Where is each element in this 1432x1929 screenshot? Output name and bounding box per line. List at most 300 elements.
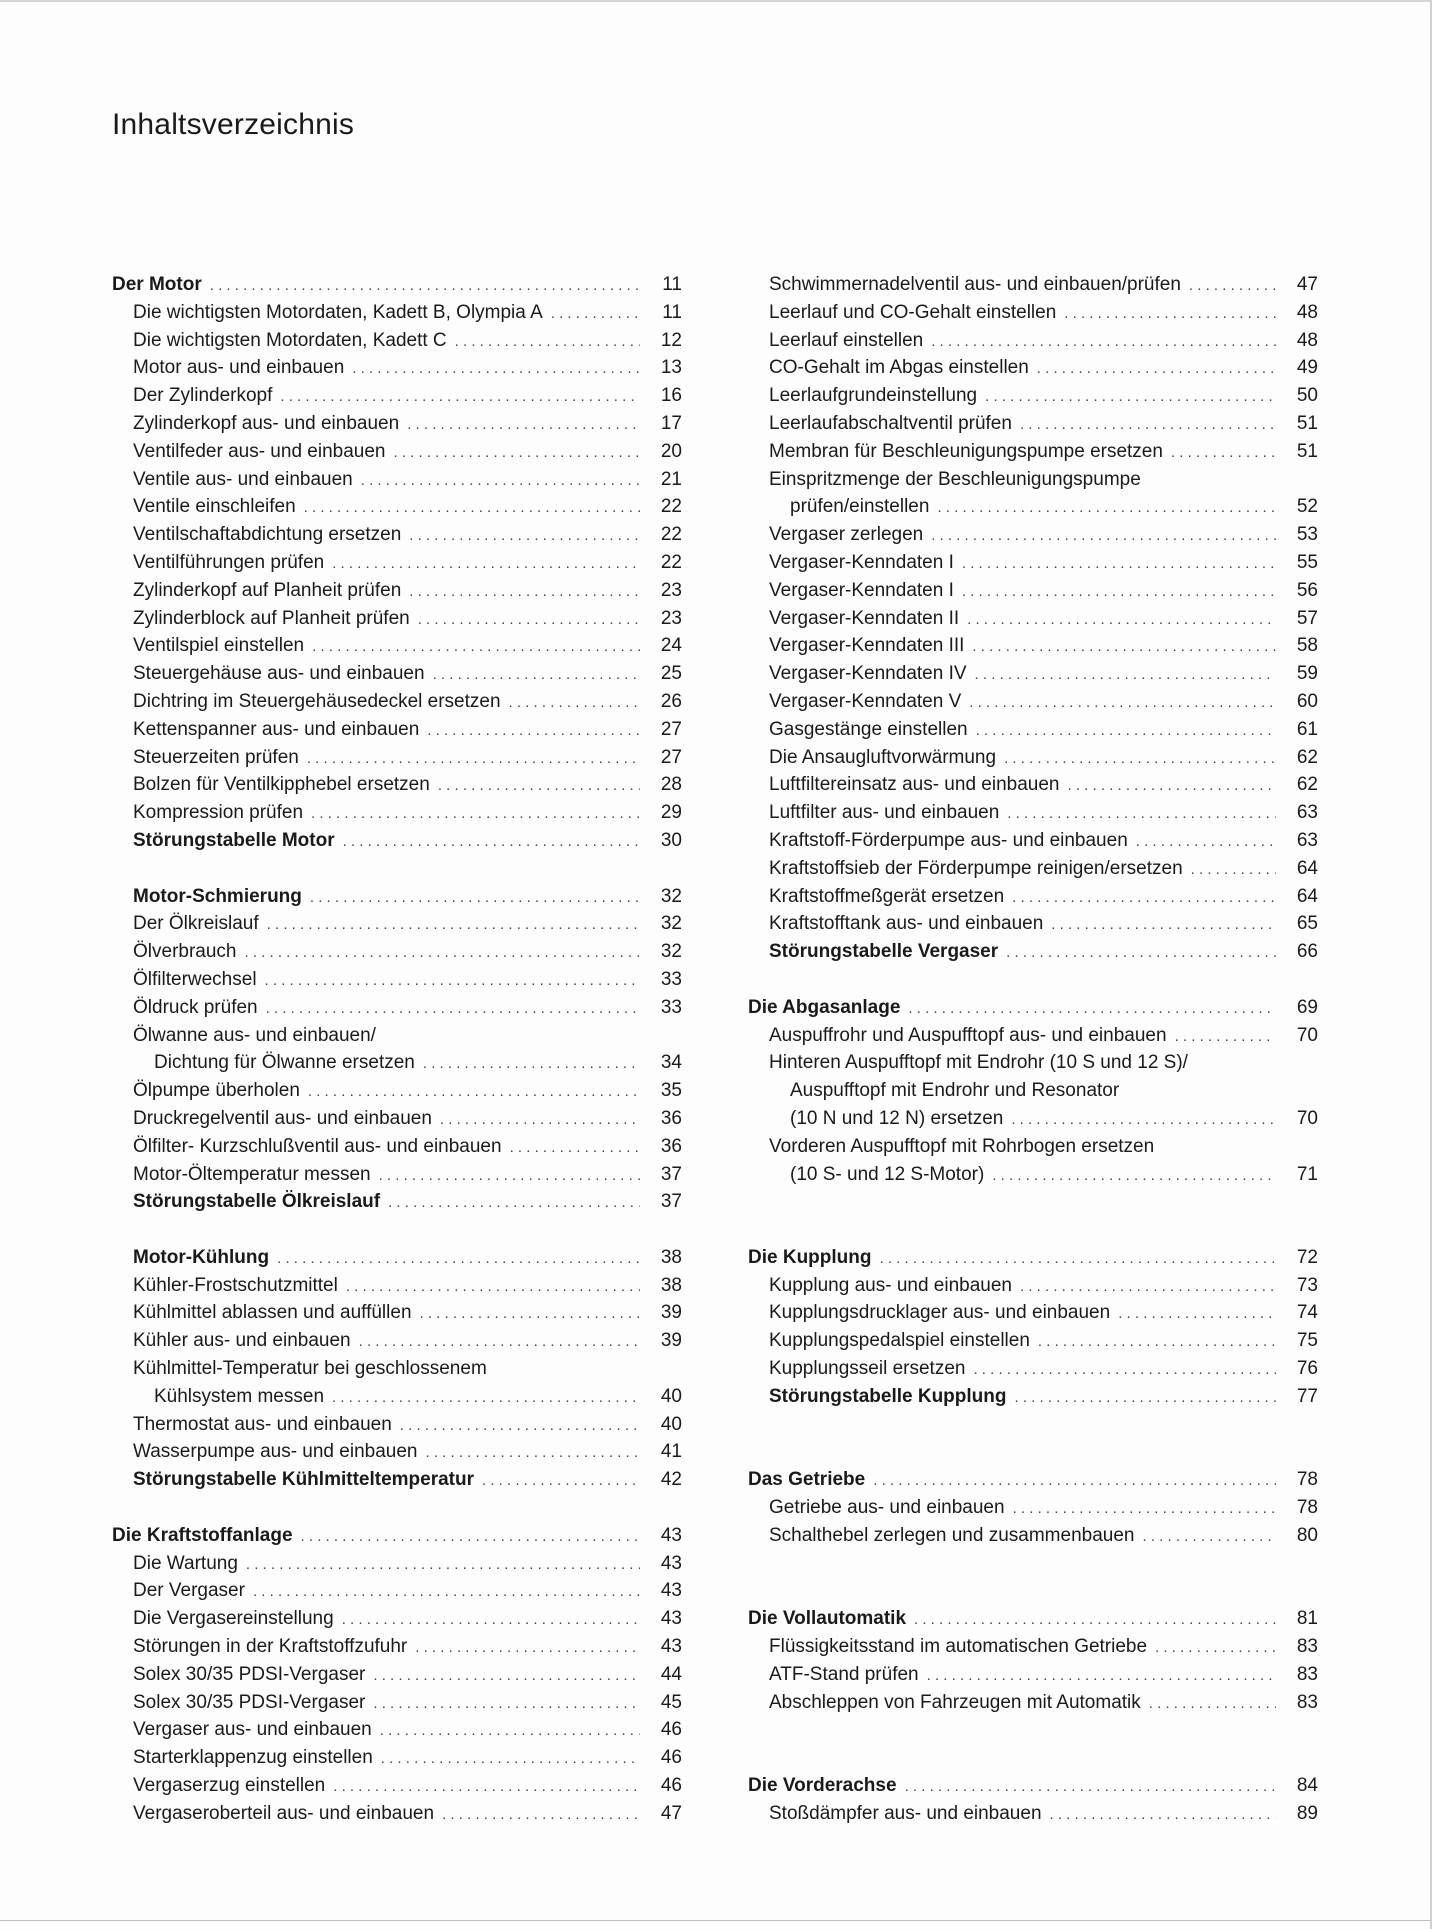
toc-entry-title: Motor-Kühlung bbox=[133, 1246, 270, 1268]
toc-entry-title: Zylinderkopf auf Planheit prüfen bbox=[133, 579, 402, 601]
dot-leader bbox=[266, 995, 640, 1023]
toc-entry-title: Störungen in der Kraftstoffzufuhr bbox=[133, 1636, 408, 1658]
toc-page-number: 64 bbox=[1296, 885, 1318, 907]
toc-page-number: 69 bbox=[1296, 996, 1318, 1018]
toc-entry bbox=[112, 1577, 682, 1605]
dot-leader bbox=[969, 689, 1276, 717]
toc-page-number: 22 bbox=[660, 551, 682, 573]
section-spacer bbox=[748, 966, 1318, 994]
toc-page-number: 37 bbox=[660, 1191, 682, 1213]
toc-page-number: 46 bbox=[660, 1747, 682, 1769]
toc-entry-title: Ölpumpe überholen bbox=[133, 1080, 300, 1102]
toc-entry bbox=[112, 1716, 682, 1744]
toc-page-number: 53 bbox=[1296, 524, 1318, 546]
toc-entry-title: Ölfilterwechsel bbox=[133, 968, 257, 990]
toc-entry-title: Kühlmittel-Temperatur bei geschlossenem bbox=[133, 1358, 487, 1380]
dot-leader bbox=[1006, 939, 1276, 967]
dot-leader bbox=[379, 1162, 640, 1190]
toc-entry-title: Kühler aus- und einbauen bbox=[133, 1330, 351, 1352]
toc-entry-title: Wasserpumpe aus- und einbauen bbox=[133, 1441, 418, 1463]
toc-page-number: 43 bbox=[660, 1580, 682, 1602]
toc-entry-title: Störungstabelle Kupplung bbox=[769, 1385, 1007, 1407]
toc-entry bbox=[112, 466, 682, 494]
toc-entry-title: Auspufftopf mit Endrohr und Resonator bbox=[790, 1080, 1120, 1102]
toc-entry bbox=[112, 1550, 682, 1578]
toc-entry bbox=[748, 382, 1318, 410]
toc-right-column bbox=[748, 271, 1318, 1828]
dot-leader bbox=[1136, 828, 1276, 856]
toc-page-number: 22 bbox=[660, 524, 682, 546]
toc-page-number: 77 bbox=[1296, 1385, 1318, 1407]
toc-page-number: 83 bbox=[1296, 1691, 1318, 1713]
toc-entry bbox=[112, 688, 682, 716]
dot-leader bbox=[1007, 800, 1276, 828]
toc-entry bbox=[748, 799, 1318, 827]
toc-entry-title: Stoßdämpfer aus- und einbauen bbox=[769, 1802, 1042, 1824]
toc-entry bbox=[748, 1077, 1318, 1105]
section-spacer bbox=[748, 1411, 1318, 1439]
toc-entry bbox=[112, 1411, 682, 1439]
toc-page-number: 63 bbox=[1296, 829, 1318, 851]
toc-page-number: 57 bbox=[1296, 607, 1318, 629]
dot-leader bbox=[400, 1412, 640, 1440]
dot-leader bbox=[332, 1384, 640, 1412]
toc-entry-title: Kühler-Frostschutzmittel bbox=[133, 1274, 338, 1296]
section-spacer bbox=[112, 855, 682, 883]
toc-entry bbox=[748, 1022, 1318, 1050]
toc-entry bbox=[112, 299, 682, 327]
toc-entry-title: Vergaser-Kenndaten II bbox=[769, 607, 960, 629]
toc-entry-title: Leerlauf einstellen bbox=[769, 329, 924, 351]
dot-leader bbox=[388, 1189, 640, 1217]
toc-entry bbox=[748, 660, 1318, 688]
toc-entry bbox=[748, 1661, 1318, 1689]
toc-page-number: 32 bbox=[660, 941, 682, 963]
toc-entry bbox=[112, 660, 682, 688]
dot-leader bbox=[301, 1523, 640, 1551]
toc-page-number: 11 bbox=[662, 301, 682, 323]
dot-leader bbox=[373, 1662, 640, 1690]
toc-entry-title: Vergaser-Kenndaten IV bbox=[769, 663, 967, 685]
toc-page-number: 89 bbox=[1296, 1802, 1318, 1824]
section-spacer bbox=[112, 1216, 682, 1244]
toc-page-number: 40 bbox=[660, 1413, 682, 1435]
toc-page-number: 24 bbox=[660, 635, 682, 657]
toc-page-number: 51 bbox=[1296, 440, 1318, 462]
dot-leader bbox=[992, 1162, 1276, 1190]
dot-leader bbox=[307, 745, 640, 773]
toc-section-heading bbox=[748, 994, 1318, 1022]
toc-page-number: 50 bbox=[1296, 385, 1318, 407]
toc-entry-title: Die wichtigsten Motordaten, Kadett C bbox=[133, 329, 447, 351]
toc-entry-title: Störungstabelle Ölkreislauf bbox=[133, 1191, 381, 1213]
dot-leader bbox=[1067, 772, 1276, 800]
toc-entry-title: Die Kupplung bbox=[748, 1246, 872, 1268]
section-spacer bbox=[748, 1744, 1318, 1772]
dot-leader bbox=[304, 494, 640, 522]
dot-leader bbox=[975, 661, 1276, 689]
toc-entry-title: Ventile aus- und einbauen bbox=[133, 468, 353, 490]
dot-leader bbox=[1064, 300, 1276, 328]
toc-entry-title: Der Zylinderkopf bbox=[133, 385, 273, 407]
toc-page-number: 80 bbox=[1296, 1524, 1318, 1546]
toc-entry bbox=[748, 1049, 1318, 1077]
toc-entry bbox=[112, 1133, 682, 1161]
section-spacer bbox=[112, 1494, 682, 1522]
dot-leader bbox=[879, 1245, 1276, 1273]
toc-entry-title: Vergaserzug einstellen bbox=[133, 1775, 326, 1797]
dot-leader bbox=[1004, 745, 1276, 773]
toc-entry-title: Störungstabelle Kühlmitteltemperatur bbox=[133, 1469, 474, 1491]
toc-entry-title: Membran für Beschleunigungspumpe ersetzen bbox=[769, 440, 1163, 462]
toc-section-heading bbox=[748, 1383, 1318, 1411]
toc-page-number: 43 bbox=[660, 1552, 682, 1574]
top-edge-line bbox=[0, 0, 1430, 2]
toc-page-number: 39 bbox=[660, 1330, 682, 1352]
dot-leader bbox=[427, 717, 640, 745]
toc-entry bbox=[748, 466, 1318, 494]
dot-leader bbox=[415, 1634, 640, 1662]
dot-leader bbox=[1191, 856, 1276, 884]
toc-page-number: 43 bbox=[660, 1636, 682, 1658]
section-spacer bbox=[748, 1438, 1318, 1466]
dot-leader bbox=[310, 884, 640, 912]
toc-entry-title: Zylinderblock auf Planheit prüfen bbox=[133, 607, 410, 629]
toc-entry bbox=[748, 910, 1318, 938]
toc-entry-title: Kupplungsseil ersetzen bbox=[769, 1358, 966, 1380]
toc-page-number: 17 bbox=[660, 412, 682, 434]
toc-section-heading bbox=[748, 1772, 1318, 1800]
toc-entry bbox=[112, 1355, 682, 1383]
toc-page-number: 78 bbox=[1296, 1469, 1318, 1491]
toc-page-number: 35 bbox=[660, 1080, 682, 1102]
toc-page-number: 47 bbox=[660, 1802, 682, 1824]
dot-leader bbox=[931, 328, 1276, 356]
toc-entry-title: Die wichtigsten Motordaten, Kadett B, Olympia A bbox=[133, 301, 543, 323]
toc-entry bbox=[748, 1355, 1318, 1383]
toc-entry bbox=[112, 1105, 682, 1133]
toc-entry-title: Ventilschaftabdichtung ersetzen bbox=[133, 524, 402, 546]
toc-entry-title: (10 N und 12 N) ersetzen bbox=[790, 1107, 1004, 1129]
toc-entry bbox=[112, 966, 682, 994]
toc-page-number: 33 bbox=[660, 968, 682, 990]
toc-entry-title: Schwimmernadelventil aus- und einbauen/prüfen bbox=[769, 274, 1181, 295]
dot-leader bbox=[333, 1773, 640, 1801]
toc-entry-title: Solex 30/35 PDSI-Vergaser bbox=[133, 1663, 366, 1685]
toc-entry-title: Leerlaufgrundeinstellung bbox=[769, 385, 978, 407]
dot-leader bbox=[1020, 1273, 1276, 1301]
toc-page-number: 62 bbox=[1296, 774, 1318, 796]
toc-entry bbox=[112, 1161, 682, 1189]
toc-entry-title: Getriebe aus- und einbauen bbox=[769, 1497, 1005, 1519]
dot-leader bbox=[308, 1078, 640, 1106]
toc-section-heading bbox=[748, 938, 1318, 966]
section-spacer bbox=[748, 1550, 1318, 1578]
toc-entry bbox=[748, 827, 1318, 855]
toc-entry-title: Druckregelventil aus- und einbauen bbox=[133, 1107, 432, 1129]
toc-entry bbox=[748, 1272, 1318, 1300]
toc-entry bbox=[748, 577, 1318, 605]
toc-page-number: 46 bbox=[660, 1719, 682, 1741]
toc-page-number: 41 bbox=[660, 1441, 682, 1463]
toc-entry bbox=[748, 354, 1318, 382]
toc-entry-title: Thermostat aus- und einbauen bbox=[133, 1413, 392, 1435]
toc-entry-title: Ventile einschleifen bbox=[133, 496, 296, 518]
dot-leader bbox=[1015, 1384, 1277, 1412]
toc-page-number: 30 bbox=[660, 829, 682, 851]
toc-entry bbox=[112, 938, 682, 966]
toc-page-number: 74 bbox=[1296, 1302, 1318, 1324]
toc-entry-title: Öldruck prüfen bbox=[133, 996, 258, 1018]
toc-page-number: 48 bbox=[1296, 301, 1318, 323]
toc-entry bbox=[112, 632, 682, 660]
dot-leader bbox=[380, 1717, 640, 1745]
dot-leader bbox=[359, 1328, 640, 1356]
toc-entry-title: Kraftstoffsieb der Förderpumpe reinigen/ersetzen bbox=[769, 857, 1183, 879]
dot-leader bbox=[343, 828, 640, 856]
dot-leader bbox=[346, 1273, 640, 1301]
toc-entry-title: Dichtung für Ölwanne ersetzen bbox=[154, 1052, 415, 1074]
dot-leader bbox=[440, 1106, 640, 1134]
toc-entry-title: Motor aus- und einbauen bbox=[133, 357, 345, 379]
dot-leader bbox=[1149, 1690, 1276, 1718]
dot-leader bbox=[246, 1551, 640, 1579]
toc-entry-title: Starterklappenzug einstellen bbox=[133, 1747, 373, 1769]
dot-leader bbox=[1118, 1300, 1276, 1328]
toc-entry-title: Kraftstofftank aus- und einbauen bbox=[769, 913, 1044, 935]
toc-entry bbox=[112, 1272, 682, 1300]
toc-entry-title: Leerlauf und CO-Gehalt einstellen bbox=[769, 301, 1057, 323]
toc-entry bbox=[748, 771, 1318, 799]
toc-entry-title: Motor-Öltemperatur messen bbox=[133, 1163, 371, 1185]
toc-page-number: 73 bbox=[1296, 1274, 1318, 1296]
toc-entry-title: Die Wartung bbox=[133, 1552, 238, 1574]
toc-section-heading bbox=[112, 1188, 682, 1216]
toc-entry-title: Ölverbrauch bbox=[133, 941, 237, 963]
toc-entry bbox=[748, 605, 1318, 633]
toc-page-number: 32 bbox=[660, 913, 682, 935]
toc-page-number: 71 bbox=[1296, 1163, 1318, 1185]
toc-entry bbox=[112, 1383, 682, 1411]
toc-entry-title: Steuerzeiten prüfen bbox=[133, 746, 299, 768]
toc-entry-title: Kühlsystem messen bbox=[154, 1385, 325, 1407]
toc-entry-title: Ventilfeder aus- und einbauen bbox=[133, 440, 386, 462]
toc-entry bbox=[748, 493, 1318, 521]
dot-leader bbox=[352, 355, 640, 383]
toc-entry bbox=[112, 1744, 682, 1772]
toc-entry bbox=[748, 1299, 1318, 1327]
toc-entry-title: Zylinderkopf aus- und einbauen bbox=[133, 412, 400, 434]
toc-entry bbox=[112, 1661, 682, 1689]
toc-entry bbox=[112, 327, 682, 355]
toc-page-number: 61 bbox=[1296, 718, 1318, 740]
dot-leader bbox=[210, 272, 640, 300]
toc-page-number: 42 bbox=[660, 1469, 682, 1491]
toc-entry bbox=[112, 1049, 682, 1077]
toc-entry bbox=[748, 688, 1318, 716]
toc-entry bbox=[112, 605, 682, 633]
section-spacer bbox=[748, 1577, 1318, 1605]
dot-leader bbox=[312, 633, 640, 661]
dot-leader bbox=[510, 1134, 640, 1162]
toc-page-number: 56 bbox=[1296, 579, 1318, 601]
dot-leader bbox=[311, 800, 640, 828]
toc-entry bbox=[748, 1133, 1318, 1161]
toc-entry bbox=[112, 577, 682, 605]
toc-entry-title: Kompression prüfen bbox=[133, 802, 304, 824]
dot-leader bbox=[265, 967, 640, 995]
toc-entry-title: Leerlaufabschaltventil prüfen bbox=[769, 412, 1012, 434]
toc-page-number: 83 bbox=[1296, 1663, 1318, 1685]
toc-page-number: 64 bbox=[1296, 857, 1318, 879]
toc-entry bbox=[748, 1633, 1318, 1661]
toc-entry-title: Ventilspiel einstellen bbox=[133, 635, 305, 657]
dot-leader bbox=[1050, 1801, 1276, 1829]
toc-entry-title: ATF-Stand prüfen bbox=[769, 1663, 919, 1685]
toc-page-number: 52 bbox=[1296, 496, 1318, 518]
toc-entry bbox=[748, 883, 1318, 911]
toc-page-number: 32 bbox=[660, 885, 682, 907]
toc-page-number: 29 bbox=[660, 802, 682, 824]
toc-entry-title: Schalthebel zerlegen und zusammenbauen bbox=[769, 1524, 1135, 1546]
toc-entry-title: Vergaser-Kenndaten I bbox=[769, 551, 954, 573]
toc-entry bbox=[112, 410, 682, 438]
toc-page-number: 43 bbox=[660, 1524, 682, 1546]
dot-leader bbox=[1011, 1106, 1276, 1134]
toc-entry bbox=[748, 1800, 1318, 1828]
toc-entry-title: Kupplung aus- und einbauen bbox=[769, 1274, 1012, 1296]
toc-page-number: 12 bbox=[660, 329, 682, 351]
dot-leader bbox=[551, 300, 640, 328]
toc-entry bbox=[112, 771, 682, 799]
toc-entry-title: Die Vorderachse bbox=[748, 1775, 897, 1797]
toc-page-number: 70 bbox=[1296, 1024, 1318, 1046]
toc-entry bbox=[112, 910, 682, 938]
dot-leader bbox=[280, 383, 640, 411]
toc-entry bbox=[112, 1689, 682, 1717]
toc-entry-title: Kühlmittel ablassen und auffüllen bbox=[133, 1302, 412, 1324]
dot-leader bbox=[409, 522, 640, 550]
toc-page-number: 70 bbox=[1296, 1107, 1318, 1129]
dot-leader bbox=[972, 633, 1276, 661]
toc-entry-title: Hinteren Auspufftopf mit Endrohr (10 S und 12 S)/ bbox=[769, 1052, 1188, 1074]
toc-entry-title: Vergaser-Kenndaten III bbox=[769, 635, 965, 657]
toc-entry-title: Der Ölkreislauf bbox=[133, 913, 259, 935]
toc-entry bbox=[112, 493, 682, 521]
toc-entry bbox=[112, 1800, 682, 1828]
toc-page-number: 27 bbox=[660, 718, 682, 740]
toc-entry-title: (10 S- und 12 S-Motor) bbox=[790, 1163, 985, 1185]
toc-entry-title: Der Motor bbox=[112, 274, 202, 295]
toc-entry-title: prüfen/einstellen bbox=[790, 496, 930, 518]
toc-page-number: 16 bbox=[660, 385, 682, 407]
dot-leader bbox=[1171, 439, 1276, 467]
toc-section-heading bbox=[748, 1605, 1318, 1633]
toc-entry-title: Die Ansaugluftvorwärmung bbox=[769, 746, 997, 768]
dot-leader bbox=[967, 606, 1276, 634]
toc-entry-title: Bolzen für Ventilkipphebel ersetzen bbox=[133, 774, 430, 796]
toc-entry-title: CO-Gehalt im Abgas einstellen bbox=[769, 357, 1029, 379]
dot-leader bbox=[253, 1578, 640, 1606]
bottom-edge-line bbox=[0, 1920, 1430, 1921]
dot-leader bbox=[407, 411, 640, 439]
toc-entry bbox=[748, 1689, 1318, 1717]
toc-entry bbox=[112, 549, 682, 577]
dot-leader bbox=[509, 689, 640, 717]
dot-leader bbox=[381, 1745, 640, 1773]
dot-leader bbox=[931, 522, 1276, 550]
toc-page-number: 28 bbox=[660, 774, 682, 796]
toc-page-number: 37 bbox=[660, 1163, 682, 1185]
toc-page-number: 72 bbox=[1296, 1246, 1318, 1268]
dot-leader bbox=[873, 1467, 1276, 1495]
toc-page-number: 75 bbox=[1296, 1330, 1318, 1352]
dot-leader bbox=[1175, 1023, 1276, 1051]
toc-page-number: 22 bbox=[660, 496, 682, 518]
toc-page-number: 66 bbox=[1296, 941, 1318, 963]
toc-section-heading bbox=[112, 271, 682, 299]
section-spacer bbox=[748, 1716, 1318, 1744]
toc-entry bbox=[112, 744, 682, 772]
dot-leader bbox=[433, 661, 640, 689]
toc-entry bbox=[748, 327, 1318, 355]
toc-page-number: 23 bbox=[660, 607, 682, 629]
dot-leader bbox=[245, 939, 641, 967]
toc-entry-title: Vergaser zerlegen bbox=[769, 524, 924, 546]
toc-entry bbox=[748, 549, 1318, 577]
toc-page-number: 48 bbox=[1296, 329, 1318, 351]
toc-page-number: 36 bbox=[660, 1107, 682, 1129]
toc-entry-title: Vergaser-Kenndaten I bbox=[769, 579, 954, 601]
toc-page-number: 39 bbox=[660, 1302, 682, 1324]
dot-leader bbox=[455, 328, 640, 356]
toc-entry bbox=[748, 299, 1318, 327]
dot-leader bbox=[1142, 1523, 1276, 1551]
dot-leader bbox=[1020, 411, 1276, 439]
toc-entry bbox=[748, 855, 1318, 883]
toc-entry bbox=[112, 521, 682, 549]
toc-page-number: 78 bbox=[1296, 1497, 1318, 1519]
dot-leader bbox=[905, 1773, 1276, 1801]
toc-left-column bbox=[112, 271, 682, 1828]
toc-entry bbox=[112, 1327, 682, 1355]
toc-page-number: 38 bbox=[660, 1274, 682, 1296]
toc-page-number: 44 bbox=[660, 1663, 682, 1685]
dot-leader bbox=[423, 1050, 640, 1078]
toc-page-number: 62 bbox=[1296, 746, 1318, 768]
toc-entry-title: Auspuffrohr und Auspufftopf aus- und einbauen bbox=[769, 1024, 1167, 1046]
dot-leader bbox=[409, 578, 640, 606]
toc-entry bbox=[112, 1605, 682, 1633]
toc-page-number: 60 bbox=[1296, 690, 1318, 712]
dot-leader bbox=[937, 494, 1276, 522]
toc-entry-title: Der Vergaser bbox=[133, 1580, 245, 1602]
dot-leader bbox=[973, 1356, 1276, 1384]
toc-entry-title: Kraftstoff-Förderpumpe aus- und einbauen bbox=[769, 829, 1128, 851]
toc-entry bbox=[112, 1022, 682, 1050]
toc-entry-title: Ölfilter- Kurzschlußventil aus- und einbauen bbox=[133, 1135, 502, 1157]
dot-leader bbox=[1012, 884, 1276, 912]
toc-page-number: 13 bbox=[660, 357, 682, 379]
toc-page-number: 34 bbox=[660, 1052, 682, 1074]
toc-entry bbox=[112, 1299, 682, 1327]
toc-page-number: 84 bbox=[1296, 1775, 1318, 1797]
toc-entry bbox=[748, 1494, 1318, 1522]
dot-leader bbox=[908, 995, 1276, 1023]
toc-section-heading bbox=[112, 1244, 682, 1272]
toc-entry-title: Die Abgasanlage bbox=[748, 996, 901, 1018]
dot-leader bbox=[373, 1690, 640, 1718]
